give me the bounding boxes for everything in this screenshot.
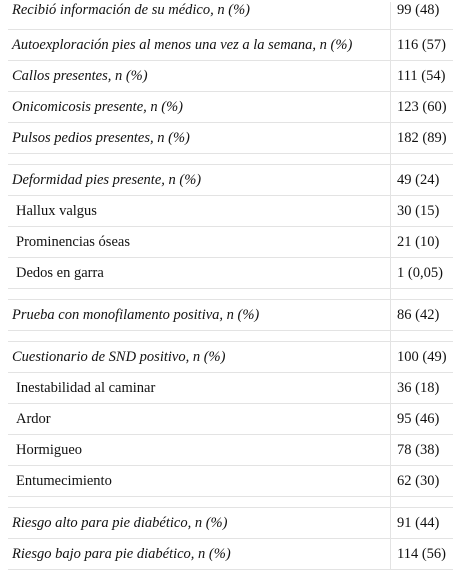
results-table	[8, 2, 453, 570]
row-label: Prueba con monofilamento positiva, n (%)	[8, 300, 391, 330]
row-label: Recibió información de su médico, n (%)	[8, 2, 391, 29]
spacer-cell	[391, 154, 453, 164]
row-value: 21 (10)	[397, 233, 440, 250]
spacer-cell	[391, 289, 453, 299]
row-value: 100 (49)	[397, 348, 447, 365]
row-value: 86 (42)	[397, 306, 440, 323]
row-label: Prominencias óseas	[8, 227, 391, 257]
table-row	[8, 373, 453, 404]
spacer-cell	[8, 497, 391, 507]
row-value: 30 (15)	[397, 202, 440, 219]
table-row	[8, 508, 453, 539]
spacer-cell	[391, 331, 453, 341]
row-value: 116 (57)	[397, 36, 446, 53]
table-row	[8, 30, 453, 61]
row-value: 62 (30)	[397, 472, 440, 489]
table-row	[8, 92, 453, 123]
row-label: Pulsos pedios presentes, n (%)	[8, 123, 391, 153]
row-label: Inestabilidad al caminar	[8, 373, 391, 403]
row-value: 99 (48)	[397, 2, 440, 18]
row-label: Riesgo alto para pie diabético, n (%)	[8, 508, 391, 538]
spacer-row	[8, 497, 453, 508]
row-label: Autoexploración pies al menos una vez a la semana, n (%)	[8, 30, 391, 60]
row-value: 91 (44)	[397, 514, 440, 531]
row-label: Ardor	[8, 404, 391, 434]
row-value: 36 (18)	[397, 379, 440, 396]
spacer-cell	[8, 154, 391, 164]
spacer-cell	[8, 331, 391, 341]
table-row	[8, 300, 453, 331]
row-label: Onicomicosis presente, n (%)	[8, 92, 391, 122]
row-value: 123 (60)	[397, 98, 447, 115]
table-row	[8, 123, 453, 154]
row-label: Hallux valgus	[8, 196, 391, 226]
table-row	[8, 165, 453, 196]
row-value: 95 (46)	[397, 410, 440, 427]
row-label: Dedos en garra	[8, 258, 391, 288]
table-row	[8, 404, 453, 435]
row-value: 114 (56)	[397, 545, 446, 562]
table-row	[8, 466, 453, 497]
table-row	[8, 258, 453, 289]
row-label: Entumecimiento	[8, 466, 391, 496]
table-row	[8, 435, 453, 466]
row-label: Riesgo bajo para pie diabético, n (%)	[8, 539, 391, 569]
table-row	[8, 342, 453, 373]
table-row	[8, 2, 453, 30]
spacer-row	[8, 331, 453, 342]
table-row	[8, 196, 453, 227]
table-row	[8, 227, 453, 258]
spacer-cell	[391, 497, 453, 507]
spacer-cell	[8, 289, 391, 299]
row-label: Callos presentes, n (%)	[8, 61, 391, 91]
row-value: 78 (38)	[397, 441, 440, 458]
spacer-row	[8, 289, 453, 300]
table-row	[8, 61, 453, 92]
row-label: Hormigueo	[8, 435, 391, 465]
spacer-row	[8, 154, 453, 165]
row-value: 49 (24)	[397, 171, 440, 188]
row-label: Deformidad pies presente, n (%)	[8, 165, 391, 195]
row-value: 111 (54)	[397, 67, 446, 84]
row-value: 1 (0,05)	[397, 264, 443, 281]
row-value: 182 (89)	[397, 129, 447, 146]
table-row	[8, 539, 453, 570]
row-label: Cuestionario de SND positivo, n (%)	[8, 342, 391, 372]
